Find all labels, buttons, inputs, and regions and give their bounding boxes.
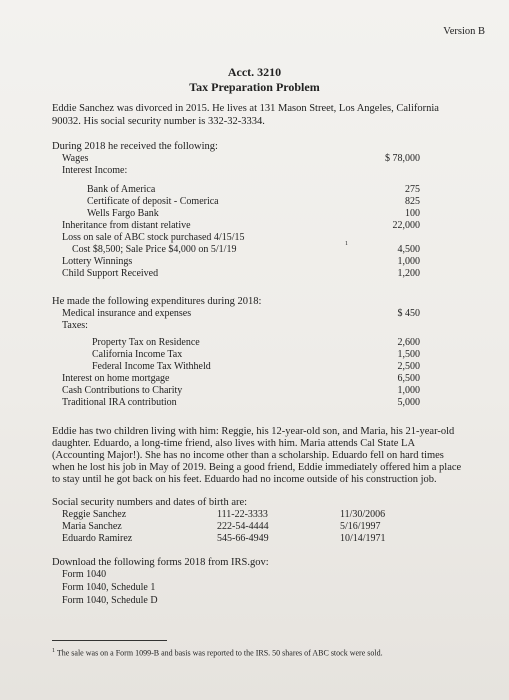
dependent-name: Reggie Sanchez [62,509,127,520]
form-item: Form 1040, Schedule D [62,595,158,606]
dependent-ssn: 545-66-4949 [217,533,269,544]
dependent-name: Maria Sanchez [62,521,122,532]
expenditure-item-amount: 2,600 [397,337,420,348]
expenditure-item-label: Property Tax on Residence [92,337,200,348]
dependent-name: Eduardo Ramirez [62,533,133,544]
dependent-dob: 10/14/1971 [340,533,386,544]
expenditure-item-label: Traditional IRA contribution [62,397,177,408]
income-item-amount: 1,000 [397,256,420,267]
children-paragraph-line-5: to stay until he got back on his feet. Eduardo had no income outside of his construction job. [52,474,437,485]
income-item-label: Loss on sale of ABC stock purchased 4/15/15 [62,232,245,243]
footnote-divider [52,640,167,641]
income-item-amount: 22,000 [392,220,420,231]
expenditure-item-amount: 1,500 [397,349,420,360]
expenditure-item-amount: 2,500 [397,361,420,372]
income-item-amount: 825 [405,196,420,207]
children-paragraph-line-3: (Accounting Major!). She has no income other than a scholarship. Eduardo fell on hard times [52,450,444,461]
children-paragraph-line-4: when he lost his job in May of 2019. Being a good friend, Eddie immediately offered him a place [52,462,462,473]
income-item-label: Interest Income: [62,165,128,176]
income-item-label: Certificate of deposit - Comerica [87,196,219,207]
version-label: Version B [443,26,485,37]
income-item-label: Bank of America [87,184,156,195]
dependent-dob: 5/16/1997 [340,521,381,532]
form-item: Form 1040 [62,569,107,580]
expenditure-item-amount: 5,000 [397,397,420,408]
expenditure-item-label: California Income Tax [92,349,183,360]
income-item-label: Child Support Received [62,268,159,279]
expenditure-item-amount: 6,500 [397,373,420,384]
expenditure-item-amount: 1,000 [397,385,420,396]
problem-title: Tax Preparation Problem [189,80,320,94]
footnote [52,648,383,658]
income-item-label: Wages [62,153,89,164]
footnote-ref: 1 [345,241,348,247]
dependent-ssn: 111-22-3333 [217,509,268,520]
income-item-label: Wells Fargo Bank [87,208,159,219]
course-title: Acct. 3210 [227,65,282,79]
footnote-marker: 1 [52,648,55,654]
forms-heading: Download the following forms 2018 from IRS.gov: [52,557,269,568]
income-item-amount: 1,200 [397,268,420,279]
income-item-amount: 4,500 [397,244,420,255]
dependents-heading: Social security numbers and dates of birth are: [52,497,248,508]
income-item-amount: $ 78,000 [385,153,420,164]
footnote-text: The sale was on a Form 1099-B and basis was reported to the IRS. 50 shares of ABC stock were sold. [56,648,383,658]
income-item-label: Cost $8,500; Sale Price $4,000 on 5/1/19 [72,244,237,255]
intro-line-1: Eddie Sanchez was divorced in 2015. He lives at 131 Mason Street, Los Angeles, California [52,103,439,114]
dependent-ssn: 222-54-4444 [217,521,269,532]
expenditure-item-label: Taxes: [62,320,88,331]
form-item: Form 1040, Schedule 1 [62,582,156,593]
expenditures-heading: He made the following expenditures during 2018: [52,296,262,307]
income-item-amount: 100 [405,208,420,219]
dependent-dob: 11/30/2006 [340,509,386,520]
income-item-label: Inheritance from distant relative [62,220,191,231]
expenditure-item-label: Cash Contributions to Charity [62,385,183,396]
income-item-amount: 275 [405,184,420,195]
income-item-label: Lottery Winnings [62,256,133,267]
expenditure-item-label: Medical insurance and expenses [62,308,192,319]
income-heading: During 2018 he received the following: [52,141,218,152]
expenditure-item-label: Interest on home mortgage [62,373,170,384]
expenditure-item-label: Federal Income Tax Withheld [92,361,211,372]
children-paragraph-line-1: Eddie has two children living with him: Reggie, his 12-year-old son, and Maria, his 21-year-old [52,426,455,437]
expenditure-item-amount: $ 450 [397,308,420,319]
children-paragraph-line-2: daughter. Eduardo, a long-time friend, also lives with him. Maria attends Cal State LA [52,438,416,449]
intro-line-2: 90032. His social security number is 332-32-3334. [52,116,265,127]
